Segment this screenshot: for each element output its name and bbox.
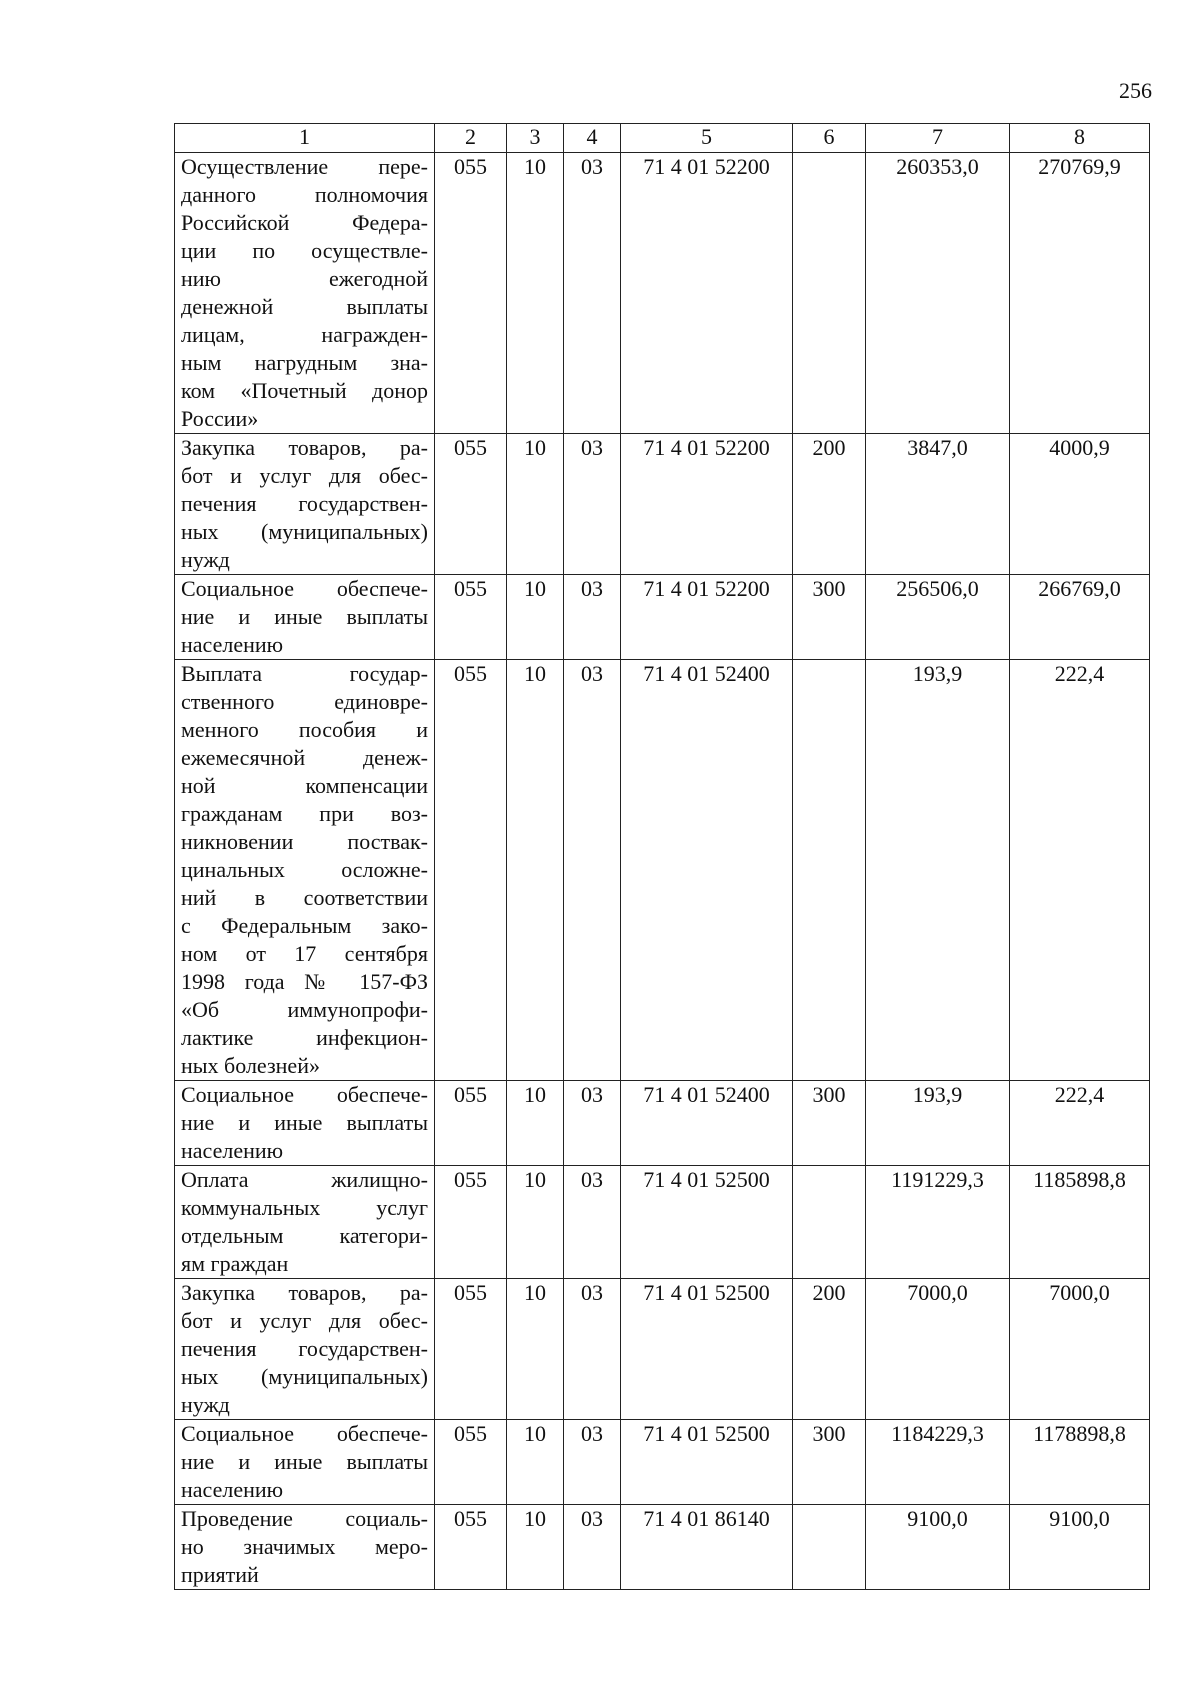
description-line: печения государствен- (181, 1336, 428, 1361)
description-line: приятий (181, 1562, 259, 1587)
description-line: ных болезней» (181, 1053, 320, 1078)
header-row (175, 124, 1150, 153)
subsection-cell: 03 (564, 1166, 621, 1279)
column-header-3: 3 (507, 124, 564, 153)
description-line: ежемесячной денеж- (181, 745, 428, 770)
description-line: Закупка товаров, ра- (181, 1280, 428, 1305)
amount-year-1-cell: 193,9 (866, 660, 1010, 1081)
amount-year-2-cell: 1178898,8 (1010, 1420, 1150, 1505)
expense-type-cell: 300 (793, 1081, 866, 1166)
expense-type-cell (793, 153, 866, 434)
column-header-5: 5 (621, 124, 793, 153)
expense-type-cell (793, 1166, 866, 1279)
table-header (175, 124, 1150, 153)
description-line: населению (181, 1138, 284, 1163)
amount-year-1-cell: 1184229,3 (866, 1420, 1010, 1505)
table-body (175, 153, 1150, 1590)
description-line: ком «Почетный донор (181, 378, 428, 403)
description-line: ственного единовре- (181, 689, 428, 714)
table-row (175, 434, 1150, 575)
description-line: бот и услуг для обес- (181, 1308, 428, 1333)
row-description (175, 660, 435, 1081)
description-line: Проведение социаль- (181, 1506, 428, 1531)
admin-code-cell: 055 (435, 1505, 507, 1590)
admin-code-cell: 055 (435, 1279, 507, 1420)
admin-code-cell: 055 (435, 1166, 507, 1279)
expense-type-cell: 200 (793, 434, 866, 575)
target-article-cell: 71 4 01 52500 (621, 1279, 793, 1420)
amount-year-1-cell: 256506,0 (866, 575, 1010, 660)
description-line: ных (муниципальных) (181, 1364, 428, 1389)
description-line: Осуществление пере- (181, 154, 428, 179)
description-line: населению (181, 632, 284, 657)
section-cell: 10 (507, 1166, 564, 1279)
admin-code-cell: 055 (435, 1081, 507, 1166)
description-line: Социальное обеспече- (181, 1082, 428, 1107)
description-line: бот и услуг для обес- (181, 463, 428, 488)
expense-type-cell (793, 660, 866, 1081)
subsection-cell: 03 (564, 1279, 621, 1420)
description-line: Российской Федера- (181, 210, 428, 235)
amount-year-1-cell: 9100,0 (866, 1505, 1010, 1590)
section-cell: 10 (507, 660, 564, 1081)
table-row (175, 1505, 1150, 1590)
expense-type-cell (793, 1505, 866, 1590)
description-line: с Федеральным зако- (181, 913, 428, 938)
amount-year-2-cell: 222,4 (1010, 1081, 1150, 1166)
target-article-cell: 71 4 01 52500 (621, 1166, 793, 1279)
description-line: «Об иммунопрофи- (181, 997, 428, 1022)
table-row (175, 660, 1150, 1081)
amount-year-1-cell: 193,9 (866, 1081, 1010, 1166)
admin-code-cell: 055 (435, 660, 507, 1081)
section-cell: 10 (507, 575, 564, 660)
column-header-4: 4 (564, 124, 621, 153)
description-line: России» (181, 406, 259, 431)
admin-code-cell: 055 (435, 434, 507, 575)
description-line: отдельным категори- (181, 1223, 428, 1248)
description-line: ном от 17 сентября (181, 941, 428, 966)
row-description (175, 1505, 435, 1590)
table-row (175, 153, 1150, 434)
section-cell: 10 (507, 1505, 564, 1590)
amount-year-2-cell: 1185898,8 (1010, 1166, 1150, 1279)
table-row (175, 1081, 1150, 1166)
description-line: Оплата жилищно- (181, 1167, 428, 1192)
admin-code-cell: 055 (435, 575, 507, 660)
target-article-cell: 71 4 01 52200 (621, 153, 793, 434)
column-header-6: 6 (793, 124, 866, 153)
description-line: цинальных осложне- (181, 857, 428, 882)
expense-type-cell: 200 (793, 1279, 866, 1420)
table-row (175, 1420, 1150, 1505)
target-article-cell: 71 4 01 52400 (621, 1081, 793, 1166)
amount-year-1-cell: 3847,0 (866, 434, 1010, 575)
description-line: ям граждан (181, 1251, 289, 1276)
section-cell: 10 (507, 153, 564, 434)
description-line: Выплата государ- (181, 661, 428, 686)
amount-year-1-cell: 260353,0 (866, 153, 1010, 434)
admin-code-cell: 055 (435, 1420, 507, 1505)
target-article-cell: 71 4 01 52200 (621, 434, 793, 575)
description-line: менного пособия и (181, 717, 428, 742)
description-line: денежной выплаты (181, 294, 428, 319)
column-header-2: 2 (435, 124, 507, 153)
target-article-cell: 71 4 01 52500 (621, 1420, 793, 1505)
description-line: лицам, награжден- (181, 322, 428, 347)
description-line: ние и иные выплаты (181, 1449, 428, 1474)
amount-year-2-cell: 4000,9 (1010, 434, 1150, 575)
description-line: ным нагрудным зна- (181, 350, 428, 375)
description-line: данного полномочия (181, 182, 428, 207)
description-line: ние и иные выплаты (181, 604, 428, 629)
section-cell: 10 (507, 434, 564, 575)
description-line: Закупка товаров, ра- (181, 435, 428, 460)
expense-type-cell: 300 (793, 575, 866, 660)
amount-year-2-cell: 266769,0 (1010, 575, 1150, 660)
description-line: нию ежегодной (181, 266, 428, 291)
target-article-cell: 71 4 01 52200 (621, 575, 793, 660)
description-line: коммунальных услуг (181, 1195, 428, 1220)
description-line: ние и иные выплаты (181, 1110, 428, 1135)
table-row (175, 575, 1150, 660)
section-cell: 10 (507, 1420, 564, 1505)
subsection-cell: 03 (564, 1505, 621, 1590)
target-article-cell: 71 4 01 86140 (621, 1505, 793, 1590)
column-header-8: 8 (1010, 124, 1150, 153)
section-cell: 10 (507, 1279, 564, 1420)
subsection-cell: 03 (564, 575, 621, 660)
description-line: Социальное обеспече- (181, 1421, 428, 1446)
description-line: 1998 года № 157-ФЗ (181, 969, 428, 994)
description-line: ных (муниципальных) (181, 519, 428, 544)
row-description (175, 1166, 435, 1279)
description-line: лактике инфекцион- (181, 1025, 428, 1050)
subsection-cell: 03 (564, 660, 621, 1081)
description-line: ной компенсации (181, 773, 428, 798)
amount-year-1-cell: 7000,0 (866, 1279, 1010, 1420)
description-line: печения государствен- (181, 491, 428, 516)
row-description (175, 153, 435, 434)
column-header-1: 1 (175, 124, 435, 153)
row-description (175, 434, 435, 575)
amount-year-2-cell: 7000,0 (1010, 1279, 1150, 1420)
description-line: ции по осуществле- (181, 238, 428, 263)
page-number: 256 (1119, 78, 1152, 103)
row-description (175, 1081, 435, 1166)
subsection-cell: 03 (564, 153, 621, 434)
description-line: никновении поствак- (181, 829, 428, 854)
amount-year-1-cell: 1191229,3 (866, 1166, 1010, 1279)
target-article-cell: 71 4 01 52400 (621, 660, 793, 1081)
table-row (175, 1166, 1150, 1279)
column-header-7: 7 (866, 124, 1010, 153)
description-line: нужд (181, 1392, 230, 1417)
amount-year-2-cell: 222,4 (1010, 660, 1150, 1081)
subsection-cell: 03 (564, 1420, 621, 1505)
expense-type-cell: 300 (793, 1420, 866, 1505)
row-description (175, 575, 435, 660)
description-line: Социальное обеспече- (181, 576, 428, 601)
description-line: нужд (181, 547, 230, 572)
amount-year-2-cell: 9100,0 (1010, 1505, 1150, 1590)
description-line: гражданам при воз- (181, 801, 428, 826)
description-line: населению (181, 1477, 284, 1502)
budget-table (174, 123, 1150, 1590)
description-line: ний в соответствии (181, 885, 428, 910)
amount-year-2-cell: 270769,9 (1010, 153, 1150, 434)
row-description (175, 1420, 435, 1505)
table-row (175, 1279, 1150, 1420)
section-cell: 10 (507, 1081, 564, 1166)
row-description (175, 1279, 435, 1420)
description-line: но значимых меро- (181, 1534, 428, 1559)
admin-code-cell: 055 (435, 153, 507, 434)
subsection-cell: 03 (564, 1081, 621, 1166)
subsection-cell: 03 (564, 434, 621, 575)
